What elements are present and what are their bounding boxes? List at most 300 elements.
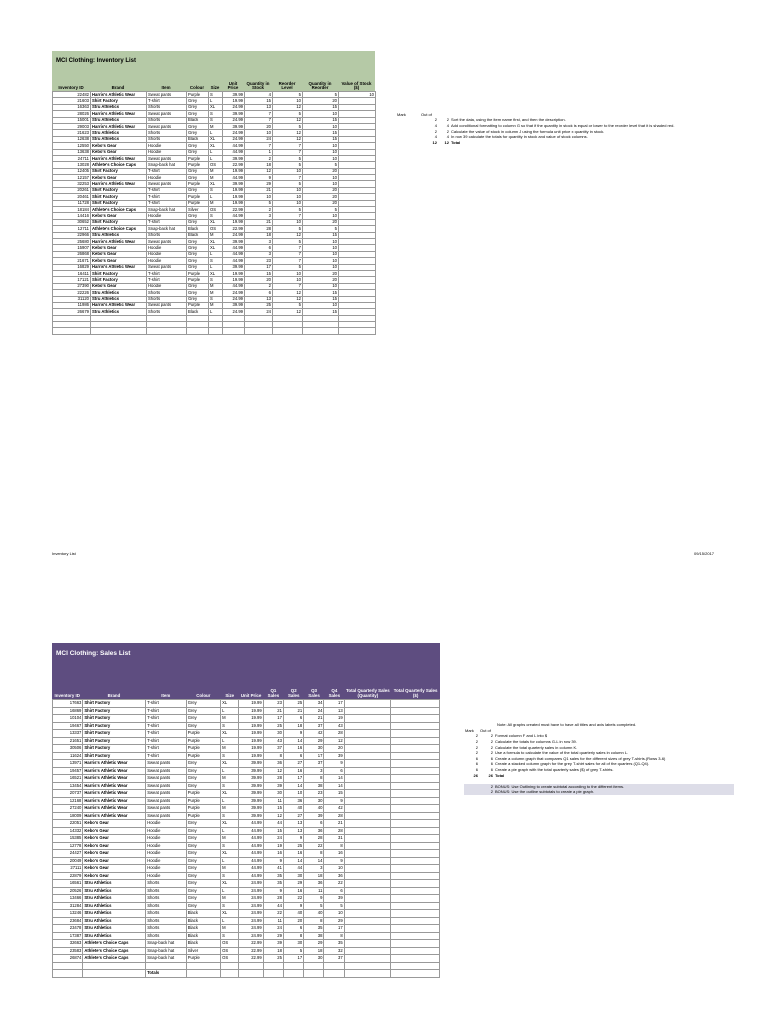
- table-cell: 12: [273, 290, 303, 296]
- table-cell: 14416: [53, 213, 91, 219]
- table-cell: L: [221, 857, 239, 865]
- table-cell: Harris's Athletic Wear: [91, 302, 147, 308]
- table-cell: 8: [324, 842, 344, 850]
- table-cell: 22.99: [223, 226, 245, 232]
- marks-cell: 4: [446, 134, 449, 140]
- table-cell: 11: [263, 797, 283, 805]
- table-cell: [324, 970, 344, 978]
- marks-cell: In row 39 calculate the totals for quantity in stock and value of stock columns.: [451, 134, 588, 140]
- table-cell: 27: [283, 760, 303, 768]
- marks-cell: 12: [444, 139, 449, 145]
- table-cell: 10: [273, 277, 303, 283]
- table-cell: 39: [304, 812, 324, 820]
- table-cell: 19.99: [223, 200, 245, 206]
- table-cell: Kebo's Gear: [83, 842, 146, 850]
- table-cell: M: [221, 715, 239, 723]
- table-cell: 16: [283, 887, 303, 895]
- table-cell: 7: [273, 245, 303, 251]
- table-cell: 19.99: [239, 745, 263, 753]
- table-cell: Kebo's Gear: [83, 865, 146, 873]
- table-cell: 29: [245, 181, 273, 187]
- table-cell: Grey: [186, 715, 220, 723]
- table-cell: 10: [339, 92, 376, 98]
- table-cell: 6: [283, 715, 303, 723]
- table-cell: Black: [187, 309, 209, 315]
- table-cell: 10: [303, 149, 339, 155]
- table-cell: [344, 947, 391, 955]
- table-cell: 18: [245, 162, 273, 168]
- table-row: [53, 842, 440, 850]
- table-cell: Sweat pants: [147, 238, 187, 244]
- table-cell: [391, 842, 440, 850]
- table-cell: Shirt Factory: [83, 737, 146, 745]
- table-cell: OS: [221, 955, 239, 963]
- totals-label: Totals: [146, 970, 187, 978]
- table-cell: 9: [324, 797, 344, 805]
- table-cell: XL: [209, 104, 223, 110]
- table-cell: [221, 962, 239, 970]
- table-cell: Hoodie: [147, 143, 187, 149]
- table-cell: 28: [245, 226, 273, 232]
- table-cell: 12778: [53, 842, 83, 850]
- table-cell: Sweat pants: [147, 123, 187, 129]
- table-cell: 42: [304, 730, 324, 738]
- table-cell: 35: [263, 872, 283, 880]
- table-cell: 12: [273, 104, 303, 110]
- table-cell: 20: [245, 123, 273, 129]
- table-cell: Black: [186, 940, 220, 948]
- table-cell: M: [209, 123, 223, 129]
- table-cell: 5: [273, 123, 303, 129]
- table-cell: 20: [245, 277, 273, 283]
- table-cell: S: [209, 111, 223, 117]
- table-cell: T-shirt: [147, 187, 187, 193]
- table-cell: L: [221, 707, 239, 715]
- out-of-header: Out of: [421, 112, 432, 117]
- table-cell: Shirt Factory: [83, 700, 146, 708]
- table-cell: [391, 917, 440, 925]
- table-cell: OS: [209, 226, 223, 232]
- table-cell: Kebo's Gear: [91, 245, 147, 251]
- table-cell: Silver: [186, 947, 220, 955]
- table-cell: 23684: [53, 917, 83, 925]
- table-cell: [344, 722, 391, 730]
- table-cell: Stru Athletics: [91, 296, 147, 302]
- table-cell: Athlete's Choice Caps: [91, 207, 147, 213]
- table-cell: 19: [263, 842, 283, 850]
- table-cell: 24.99: [223, 296, 245, 302]
- table-cell: 16829: [53, 264, 91, 270]
- table-cell: 28: [324, 730, 344, 738]
- table-cell: 5: [273, 302, 303, 308]
- table-cell: T-shirt: [146, 752, 187, 760]
- table-cell: L: [221, 737, 239, 745]
- table-cell: 24.99: [223, 130, 245, 136]
- table-cell: 15001: [53, 117, 91, 123]
- table-row: [53, 767, 440, 775]
- table-cell: [391, 752, 440, 760]
- table-cell: 17121: [53, 277, 91, 283]
- table-cell: 22226: [53, 290, 91, 296]
- table-cell: 3: [245, 238, 273, 244]
- marks-cell: 6: [475, 767, 478, 772]
- table-cell: Shirt Factory: [91, 219, 147, 225]
- table-cell: 28: [324, 812, 344, 820]
- table-cell: Black: [186, 917, 220, 925]
- table-cell: 16411: [53, 270, 91, 276]
- table-cell: Black: [186, 925, 220, 933]
- table-cell: 43: [263, 737, 283, 745]
- table-cell: Athlete's Choice Caps: [83, 940, 146, 948]
- table-cell: 24.99: [239, 910, 263, 918]
- table-cell: [391, 730, 440, 738]
- table-cell: 18: [283, 722, 303, 730]
- table-cell: Grey: [187, 213, 209, 219]
- marks-cell: [396, 140, 420, 146]
- table-cell: 22.99: [223, 207, 245, 213]
- marks-cell: 2: [434, 117, 437, 123]
- table-cell: 44.99: [239, 827, 263, 835]
- table-cell: 7: [273, 143, 303, 149]
- table-cell: M: [221, 865, 239, 873]
- table-cell: 7: [273, 149, 303, 155]
- table-cell: Harris's Athletic Wear: [83, 782, 146, 790]
- table-cell: 44.99: [239, 857, 263, 865]
- table-cell: 18: [304, 947, 324, 955]
- table-cell: 14: [283, 857, 303, 865]
- table-cell: 9: [304, 895, 324, 903]
- table-cell: 24.99: [239, 895, 263, 903]
- table-cell: Sweat pants: [146, 812, 187, 820]
- table-cell: Grey: [186, 782, 220, 790]
- table-cell: 20461: [53, 194, 91, 200]
- table-cell: [283, 970, 303, 978]
- table-cell: [391, 895, 440, 903]
- table-cell: Sweat pants: [146, 797, 187, 805]
- sales-column-header: Size: [225, 693, 235, 699]
- table-cell: 5: [273, 92, 303, 98]
- table-cell: Stru Athletics: [83, 887, 146, 895]
- table-cell: Purple: [187, 92, 209, 98]
- table-cell: Shorts: [147, 104, 187, 110]
- table-cell: 31284: [53, 902, 83, 910]
- table-cell: 23478: [53, 925, 83, 933]
- table-row: [53, 925, 440, 933]
- table-cell: [344, 790, 391, 798]
- marks-cell: 4: [434, 123, 437, 128]
- table-cell: Black: [187, 226, 209, 232]
- table-cell: S: [221, 782, 239, 790]
- table-cell: Grey: [186, 722, 220, 730]
- table-cell: 15: [324, 790, 344, 798]
- table-cell: 23: [245, 258, 273, 264]
- table-cell: Grey: [187, 168, 209, 174]
- table-cell: [391, 760, 440, 768]
- table-cell: Shorts: [147, 232, 187, 238]
- table-cell: 1: [245, 149, 273, 155]
- table-cell: 22: [263, 910, 283, 918]
- table-cell: Athlete's Choice Caps: [91, 226, 147, 232]
- table-cell: [304, 970, 324, 978]
- marks-cell: Calculate the totals for columns G-L in row 39.: [495, 739, 577, 744]
- totals-row: [53, 970, 440, 978]
- table-cell: Grey: [187, 219, 209, 225]
- table-cell: Purple: [187, 200, 209, 206]
- table-cell: 12: [273, 117, 303, 123]
- table-cell: Harris's Athletic Wear: [83, 797, 146, 805]
- table-cell: 23583: [53, 947, 83, 955]
- table-cell: XL: [221, 730, 239, 738]
- table-cell: [344, 715, 391, 723]
- sales-header: [52, 665, 440, 699]
- table-cell: 17: [263, 715, 283, 723]
- table-cell: 40: [304, 805, 324, 813]
- sales-marks-table: [464, 728, 734, 795]
- table-cell: Shorts: [147, 130, 187, 136]
- table-cell: Hoodie: [146, 872, 187, 880]
- table-cell: [146, 962, 187, 970]
- table-cell: 29: [283, 880, 303, 888]
- marks-cell: 2: [490, 750, 493, 756]
- table-row: [53, 835, 440, 843]
- table-cell: 13337: [53, 730, 83, 738]
- table-cell: 36: [304, 880, 324, 888]
- table-cell: 19.99: [223, 277, 245, 283]
- table-cell: 22.99: [239, 940, 263, 948]
- table-cell: S: [209, 213, 223, 219]
- table-cell: 20: [303, 194, 339, 200]
- table-cell: 24.99: [239, 902, 263, 910]
- table-cell: 23: [263, 700, 283, 708]
- table-cell: 12: [324, 737, 344, 745]
- table-cell: 5: [283, 947, 303, 955]
- table-cell: [344, 745, 391, 753]
- table-cell: Grey: [186, 775, 220, 783]
- table-cell: 22.99: [223, 162, 245, 168]
- table-cell: 25: [263, 722, 283, 730]
- mark-header: Mark: [465, 728, 474, 733]
- table-cell: [344, 812, 391, 820]
- table-cell: M: [221, 775, 239, 783]
- table-cell: Purple: [186, 790, 220, 798]
- table-cell: 22: [283, 895, 303, 903]
- table-cell: [391, 902, 440, 910]
- table-cell: 19.99: [239, 730, 263, 738]
- table-cell: Hoodie: [146, 857, 187, 865]
- table-cell: Kebo's Gear: [83, 850, 146, 858]
- table-cell: Kebo's Gear: [83, 827, 146, 835]
- table-cell: 15385: [53, 835, 83, 843]
- table-cell: 12: [273, 130, 303, 136]
- table-cell: 9: [283, 835, 303, 843]
- table-cell: 12: [263, 812, 283, 820]
- sales-column-header: Q3 Sales: [308, 688, 320, 699]
- table-cell: Stru Athletics: [91, 232, 147, 238]
- marks-cell: 4: [434, 134, 437, 140]
- marks-cell: 6: [490, 767, 493, 772]
- table-cell: Silver: [187, 207, 209, 213]
- table-cell: 7: [245, 117, 273, 123]
- marks-row: [396, 140, 696, 146]
- table-cell: Purple: [187, 181, 209, 187]
- table-cell: Athlete's Choice Caps: [83, 955, 146, 963]
- table-cell: 39.99: [239, 790, 263, 798]
- table-cell: Shirt Factory: [91, 277, 147, 283]
- table-cell: Shorts: [147, 296, 187, 302]
- table-cell: 18009: [53, 812, 83, 820]
- table-cell: 29: [304, 737, 324, 745]
- table-cell: Purple: [186, 730, 220, 738]
- table-cell: Grey: [186, 842, 220, 850]
- bonus-row: [464, 790, 734, 796]
- table-cell: 24.99: [223, 117, 245, 123]
- table-cell: Grey: [187, 149, 209, 155]
- table-cell: 15: [245, 270, 273, 276]
- table-cell: 20: [303, 200, 339, 206]
- table-cell: Black: [187, 232, 209, 238]
- table-cell: Harris's Athletic Wear: [91, 123, 147, 129]
- table-cell: 28: [304, 835, 324, 843]
- table-cell: Purple: [186, 812, 220, 820]
- table-cell: 4: [245, 92, 273, 98]
- table-cell: 28: [263, 895, 283, 903]
- table-cell: 24427: [53, 850, 83, 858]
- table-cell: [344, 917, 391, 925]
- table-cell: 40: [283, 910, 303, 918]
- table-cell: L: [221, 827, 239, 835]
- table-cell: [391, 865, 440, 873]
- table-cell: 44.99: [223, 251, 245, 257]
- table-cell: 21: [283, 707, 303, 715]
- table-cell: 30: [304, 745, 324, 753]
- table-cell: T-shirt: [146, 737, 187, 745]
- table-cell: 29: [304, 940, 324, 948]
- table-cell: Stru Athletics: [91, 136, 147, 142]
- table-cell: 32: [324, 947, 344, 955]
- marks-cell: 6: [475, 761, 478, 767]
- table-cell: 40: [304, 910, 324, 918]
- table-cell: 3: [304, 865, 324, 873]
- table-cell: 7: [245, 143, 273, 149]
- sales-column-header: Colour: [196, 693, 211, 699]
- table-cell: Athlete's Choice Caps: [91, 162, 147, 168]
- table-cell: 15: [303, 136, 339, 142]
- table-cell: Kebo's Gear: [91, 149, 147, 155]
- sales-column-header: Unit Price: [240, 693, 262, 699]
- table-cell: 19467: [53, 722, 83, 730]
- table-cell: XL: [221, 700, 239, 708]
- table-cell: S: [221, 932, 239, 940]
- table-cell: 16363: [53, 104, 91, 110]
- table-cell: 19.99: [223, 187, 245, 193]
- table-cell: S: [209, 296, 223, 302]
- table-cell: Purple: [186, 805, 220, 813]
- table-cell: 17: [324, 700, 344, 708]
- table-cell: 22.99: [239, 947, 263, 955]
- marks-cell: 2: [446, 128, 449, 134]
- marks-cell: Create a column graph that compares Q1 sales for the different sizes of grey T-shirts.(Rows 3-6): [495, 755, 666, 761]
- table-cell: [344, 895, 391, 903]
- table-cell: 13: [283, 827, 303, 835]
- table-cell: 24.99: [223, 309, 245, 315]
- marks-cell: 2: [475, 733, 478, 739]
- table-cell: 23: [304, 790, 324, 798]
- table-cell: Shirt Factory: [91, 168, 147, 174]
- table-cell: Sweat pants: [147, 264, 187, 270]
- table-cell: 31: [324, 835, 344, 843]
- table-cell: 39.99: [239, 812, 263, 820]
- table-cell: Kebo's Gear: [91, 258, 147, 264]
- table-cell: XL: [221, 790, 239, 798]
- table-cell: M: [209, 175, 223, 181]
- table-cell: M: [209, 302, 223, 308]
- table-cell: 21: [245, 219, 273, 225]
- marks-cell: 6: [490, 755, 493, 761]
- inventory-column-header: Value of Stock ($): [341, 80, 372, 91]
- table-cell: 12405: [53, 168, 91, 174]
- table-cell: Hoodie: [147, 213, 187, 219]
- table-cell: 2: [245, 207, 273, 213]
- table-cell: 28026: [53, 111, 91, 117]
- table-cell: Grey: [187, 130, 209, 136]
- table-cell: Harris's Athletic Wear: [83, 760, 146, 768]
- table-cell: T-shirt: [147, 98, 187, 104]
- marks-cell: Sort the data, using the item name first, and then the description.: [451, 117, 566, 123]
- table-cell: Shorts: [146, 917, 187, 925]
- table-cell: 14: [283, 782, 303, 790]
- table-cell: OS: [221, 940, 239, 948]
- table-cell: Kebo's Gear: [83, 820, 146, 828]
- table-cell: Stru Athletics: [91, 290, 147, 296]
- table-cell: [344, 737, 391, 745]
- table-cell: Harris's Athletic Wear: [83, 767, 146, 775]
- table-cell: Hoodie: [146, 835, 187, 843]
- table-row: [53, 752, 440, 760]
- table-cell: Shirt Factory: [83, 715, 146, 723]
- table-row: [53, 707, 440, 715]
- table-cell: [391, 767, 440, 775]
- table-cell: Shirt Factory: [83, 752, 146, 760]
- table-cell: Shorts: [146, 895, 187, 903]
- table-cell: Sweat pants: [147, 92, 187, 98]
- table-cell: 25: [263, 955, 283, 963]
- table-row: [53, 797, 440, 805]
- table-cell: Stru Athletics: [83, 902, 146, 910]
- table-cell: Grey: [187, 264, 209, 270]
- table-cell: T-shirt: [147, 194, 187, 200]
- table-cell: Hoodie: [147, 175, 187, 181]
- table-cell: 44.99: [239, 842, 263, 850]
- table-cell: 24.99: [223, 290, 245, 296]
- table-cell: 30: [304, 797, 324, 805]
- table-cell: S: [221, 872, 239, 880]
- table-cell: 22879: [53, 872, 83, 880]
- table-cell: 39.99: [223, 92, 245, 98]
- table-cell: [273, 328, 303, 334]
- table-cell: 8: [304, 775, 324, 783]
- table-cell: L: [221, 767, 239, 775]
- table-cell: [239, 962, 263, 970]
- table-cell: 13971: [53, 760, 83, 768]
- table-cell: 13: [245, 104, 273, 110]
- table-cell: Shirt Factory: [83, 722, 146, 730]
- table-cell: 13246: [53, 910, 83, 918]
- table-cell: [391, 782, 440, 790]
- marks-cell: 2: [479, 784, 494, 790]
- table-cell: Purple: [187, 302, 209, 308]
- table-cell: 13: [283, 820, 303, 828]
- table-cell: 44.99: [223, 213, 245, 219]
